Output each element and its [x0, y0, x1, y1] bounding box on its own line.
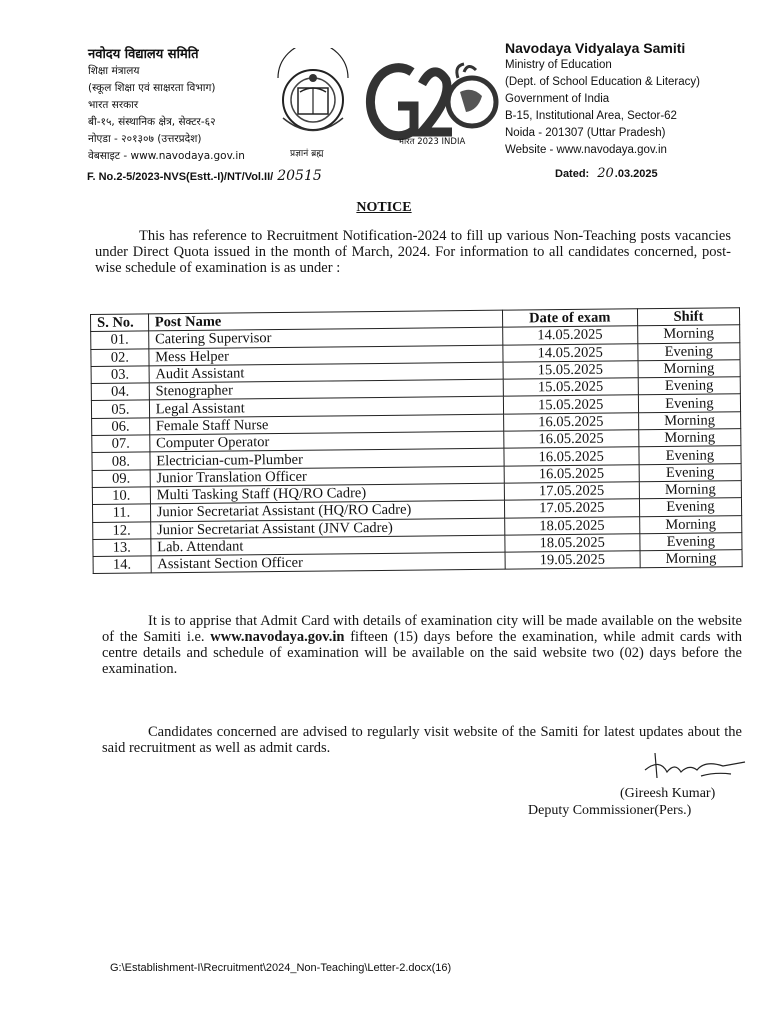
cell-shift: Evening: [640, 533, 742, 551]
advice-paragraph: Candidates concerned are advised to regularly visit website of the Samiti for latest updates about the said recruitment as well as admit cards.: [102, 724, 742, 756]
dated-label: Dated:: [555, 168, 590, 180]
cell-sno: 14.: [93, 556, 151, 574]
cell-exam-date: 19.05.2025: [505, 551, 640, 570]
cell-post-name: Stenographer: [149, 379, 503, 400]
cell-sno: 07.: [92, 435, 150, 453]
cell-sno: 04.: [91, 383, 149, 401]
cell-exam-date: 18.05.2025: [504, 534, 639, 553]
cell-sno: 08.: [92, 452, 150, 470]
cell-shift: Evening: [638, 342, 740, 360]
exam-schedule-table: [90, 307, 743, 574]
cell-shift: Morning: [638, 411, 740, 429]
g20-caption: भारत 2023 INDIA: [398, 137, 466, 147]
emblem-motto: प्रज्ञानं ब्रह्म: [290, 149, 324, 159]
cell-post-name: Junior Translation Officer: [150, 466, 504, 487]
col-header-date: Date of exam: [502, 309, 637, 328]
cell-post-name: Electrician-cum-Plumber: [150, 449, 504, 470]
cell-shift: Morning: [638, 360, 740, 378]
cell-post-name: Junior Secretariat Assistant (HQ/RO Cadre): [150, 500, 504, 521]
cell-exam-date: 15.05.2025: [503, 361, 638, 380]
cell-post-name: Junior Secretariat Assistant (JNV Cadre): [150, 518, 504, 539]
cell-shift: Evening: [639, 498, 741, 516]
signatory-name: (Gireesh Kumar): [620, 786, 716, 801]
col-header-sno: S. No.: [91, 314, 149, 332]
cell-exam-date: 15.05.2025: [503, 378, 638, 397]
english-line: Noida - 201307 (Uttar Pradesh): [505, 127, 666, 139]
signatory-designation: Deputy Commissioner(Pers.): [528, 803, 692, 818]
cell-exam-date: 16.05.2025: [504, 447, 639, 466]
cell-post-name: Lab. Attendant: [151, 535, 505, 556]
cell-shift: Morning: [639, 481, 741, 499]
cell-shift: Morning: [637, 325, 739, 343]
hindi-line: नोएडा - २०१३०७ (उत्तरप्रदेश): [88, 133, 202, 145]
english-line: B-15, Institutional Area, Sector-62: [505, 110, 677, 122]
cell-post-name: Computer Operator: [150, 431, 504, 452]
cell-exam-date: 18.05.2025: [504, 516, 639, 535]
cell-sno: 10.: [92, 487, 150, 505]
cell-exam-date: 15.05.2025: [503, 395, 638, 414]
file-number-handwritten: 20515: [277, 168, 322, 184]
para2-after: fifteen (15) days before the examination, while admit cards with centre details and schedule of examination will be available on the said website two (02) days before the examination.: [102, 629, 742, 677]
hindi-line: भारत सरकार: [88, 99, 139, 111]
hindi-line: बी-१५, संस्थानिक क्षेत्र, सेक्टर-६२: [88, 116, 216, 128]
hindi-line: वेबसाइट - www.navodaya.gov.in: [88, 150, 245, 162]
english-line: (Dept. of School Education & Literacy): [505, 76, 700, 88]
hindi-org-name: नवोदय विद्यालय समिति: [88, 47, 199, 62]
cell-exam-date: 16.05.2025: [503, 413, 638, 432]
cell-sno: 06.: [92, 418, 150, 436]
intro-paragraph: This has reference to Recruitment Notification-2024 to fill up various Non-Teaching posts vacancies under Direct Quota issued in the month of March, 2024. For information to all candidates concerned, post-wise schedule of examination is as under :: [95, 228, 731, 276]
para2-before: It is to apprise that Admit Card with details of examination city will be made available on the website of the Samiti i.e.: [102, 613, 742, 645]
cell-exam-date: 16.05.2025: [503, 430, 638, 449]
dated-handwritten-day: 20: [597, 166, 614, 181]
cell-shift: Morning: [640, 550, 742, 568]
cell-sno: 05.: [91, 400, 149, 418]
cell-shift: Morning: [639, 429, 741, 447]
cell-post-name: Catering Supervisor: [148, 327, 502, 348]
cell-post-name: Assistant Section Officer: [151, 552, 505, 573]
english-line: Government of India: [505, 93, 610, 105]
cell-post-name: Audit Assistant: [149, 362, 503, 383]
cell-post-name: Legal Assistant: [149, 397, 503, 418]
notice-title: [0, 200, 768, 216]
footer-file-path: G:\Establishment-I\Recruitment\2024_Non-Teaching\Letter-2.docx(16): [110, 962, 452, 974]
admit-card-paragraph: [102, 613, 742, 677]
cell-exam-date: 16.05.2025: [504, 464, 639, 483]
hindi-line: (स्कूल शिक्षा एवं साक्षरता विभाग): [88, 82, 216, 94]
english-letterhead: [505, 40, 755, 159]
english-line: Ministry of Education: [505, 59, 612, 71]
cell-sno: 01.: [91, 331, 149, 349]
cell-shift: Evening: [638, 377, 740, 395]
cell-exam-date: 17.05.2025: [504, 482, 639, 501]
cell-sno: 09.: [92, 470, 150, 488]
dated-rest: .03.2025: [614, 168, 658, 180]
cell-post-name: Female Staff Nurse: [149, 414, 503, 435]
col-header-shift: Shift: [637, 308, 739, 326]
notice-title-text: NOTICE: [356, 200, 412, 215]
cell-sno: 02.: [91, 348, 149, 366]
cell-sno: 03.: [91, 366, 149, 384]
cell-post-name: Mess Helper: [149, 345, 503, 366]
cell-post-name: Multi Tasking Staff (HQ/RO Cadre): [150, 483, 504, 504]
file-number: [87, 168, 322, 184]
cell-sno: 12.: [93, 521, 151, 539]
cell-shift: Evening: [639, 446, 741, 464]
col-header-post: Post Name: [148, 310, 502, 331]
file-number-text: F. No.2-5/2023-NVS(Estt.-I)/NT/Vol.II/: [87, 171, 274, 183]
cell-exam-date: 14.05.2025: [503, 343, 638, 362]
cell-exam-date: 17.05.2025: [504, 499, 639, 518]
cell-shift: Morning: [639, 515, 741, 533]
website-link: www.navodaya.gov.in: [210, 629, 345, 645]
cell-sno: 11.: [92, 504, 150, 522]
hindi-letterhead: [88, 46, 268, 165]
english-line: Website - www.navodaya.gov.in: [505, 144, 667, 156]
cell-exam-date: 14.05.2025: [502, 326, 637, 345]
english-org-name: Navodaya Vidyalaya Samiti: [505, 40, 686, 56]
cell-shift: Evening: [639, 463, 741, 481]
cell-sno: 13.: [93, 539, 151, 557]
hindi-line: शिक्षा मंत्रालय: [88, 65, 140, 77]
dated: [555, 166, 658, 181]
cell-shift: Evening: [638, 394, 740, 412]
signature-scribble: [605, 748, 755, 788]
